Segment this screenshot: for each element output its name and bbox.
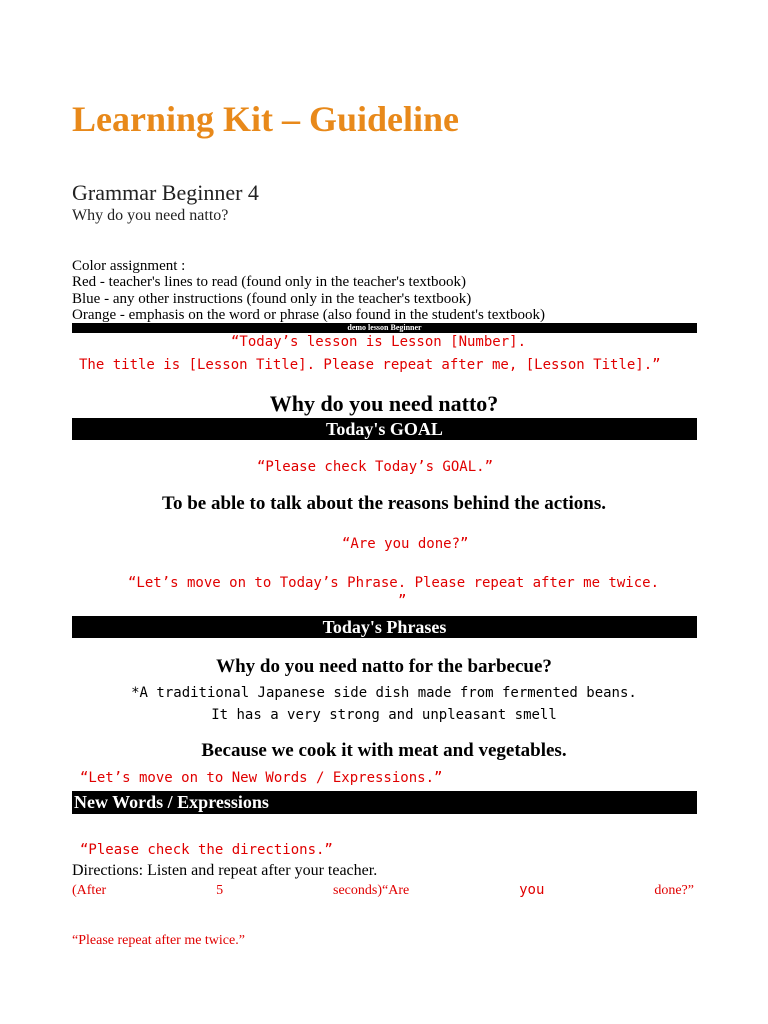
goal-text: To be able to talk about the reasons behind the actions.: [162, 493, 606, 514]
intro-line-1: “Today’s lesson is Lesson [Number].: [231, 334, 527, 350]
move-phrase-line-end: ”: [398, 593, 407, 609]
after-word: 5: [216, 883, 224, 898]
demo-lesson-bar: demo lesson Beginner: [72, 323, 697, 333]
intro-line-2: The title is [Lesson Title]. Please repeat after me, [Lesson Title].”: [79, 357, 661, 373]
new-words-bar: New Words / Expressions: [72, 791, 697, 814]
after-word: done?”: [654, 883, 694, 898]
after-word: you: [519, 882, 545, 898]
after-word: (After: [72, 883, 107, 898]
move-phrase-line: “Let’s move on to Today’s Phrase. Please repeat after me twice.: [128, 575, 660, 591]
color-assignment-orange: Orange - emphasis on the word or phrase (also found in the student's textbook): [72, 307, 546, 323]
phrase-note-line-1: *A traditional Japanese side dish made from fermented beans.: [131, 685, 637, 701]
color-assignment-red: Red - teacher's lines to read (found only in the teacher's textbook): [72, 274, 467, 290]
repeat-twice-line: “Please repeat after me twice.”: [72, 933, 245, 948]
after-seconds-line: [72, 882, 694, 899]
color-assignment-label: Color assignment :: [72, 258, 186, 274]
directions-text: Directions: Listen and repeat after your teacher.: [72, 862, 378, 879]
goal-check-line: “Please check Today’s GOAL.”: [257, 459, 494, 475]
todays-goal-bar: Today's GOAL: [72, 418, 697, 440]
are-you-done-line: “Are you done?”: [342, 536, 469, 552]
todays-phrases-bar: Today's Phrases: [72, 616, 697, 638]
page-title: Learning Kit – Guideline: [72, 99, 460, 139]
check-directions-line: “Please check the directions.”: [80, 842, 333, 858]
lesson-name: Why do you need natto?: [72, 207, 229, 224]
move-words-line: “Let’s move on to New Words / Expressions.”: [80, 770, 443, 786]
color-assignment-blue: Blue - any other instructions (found only in the teacher's textbook): [72, 291, 472, 307]
after-word: seconds)“Are: [333, 883, 410, 898]
lesson-level: Grammar Beginner 4: [72, 180, 259, 205]
phrase-question: Why do you need natto for the barbecue?: [216, 656, 552, 677]
lesson-heading: Why do you need natto?: [269, 391, 499, 416]
phrase-answer: Because we cook it with meat and vegetables.: [201, 740, 567, 761]
phrase-note-line-2: It has a very strong and unpleasant smell: [211, 707, 557, 723]
